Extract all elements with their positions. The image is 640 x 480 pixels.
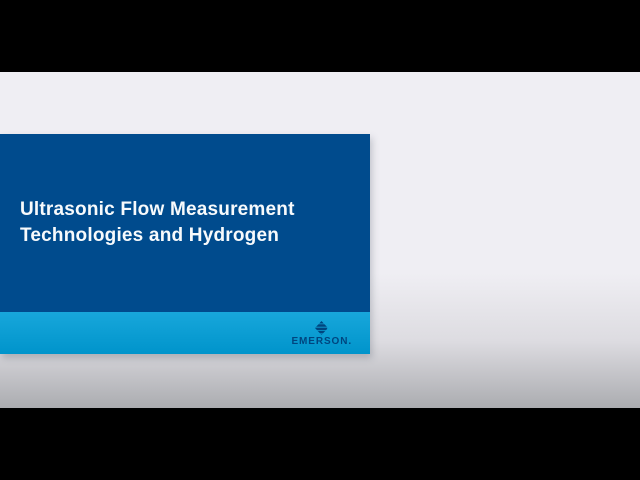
brand-strip [0, 312, 370, 354]
slide-title-line-2: Technologies and Hydrogen [20, 225, 280, 246]
letterbox-top [0, 0, 640, 72]
letterbox-bottom [0, 408, 640, 480]
title-card [0, 134, 370, 354]
slide-title-line-1: Ultrasonic Flow Measurement [20, 199, 295, 220]
emerson-knot-icon [315, 321, 328, 335]
brand-logo [291, 319, 352, 348]
brand-wordmark: EMERSON. [291, 335, 352, 347]
slide-title [20, 197, 352, 249]
title-card-body [0, 134, 370, 312]
slide-background [0, 72, 640, 408]
